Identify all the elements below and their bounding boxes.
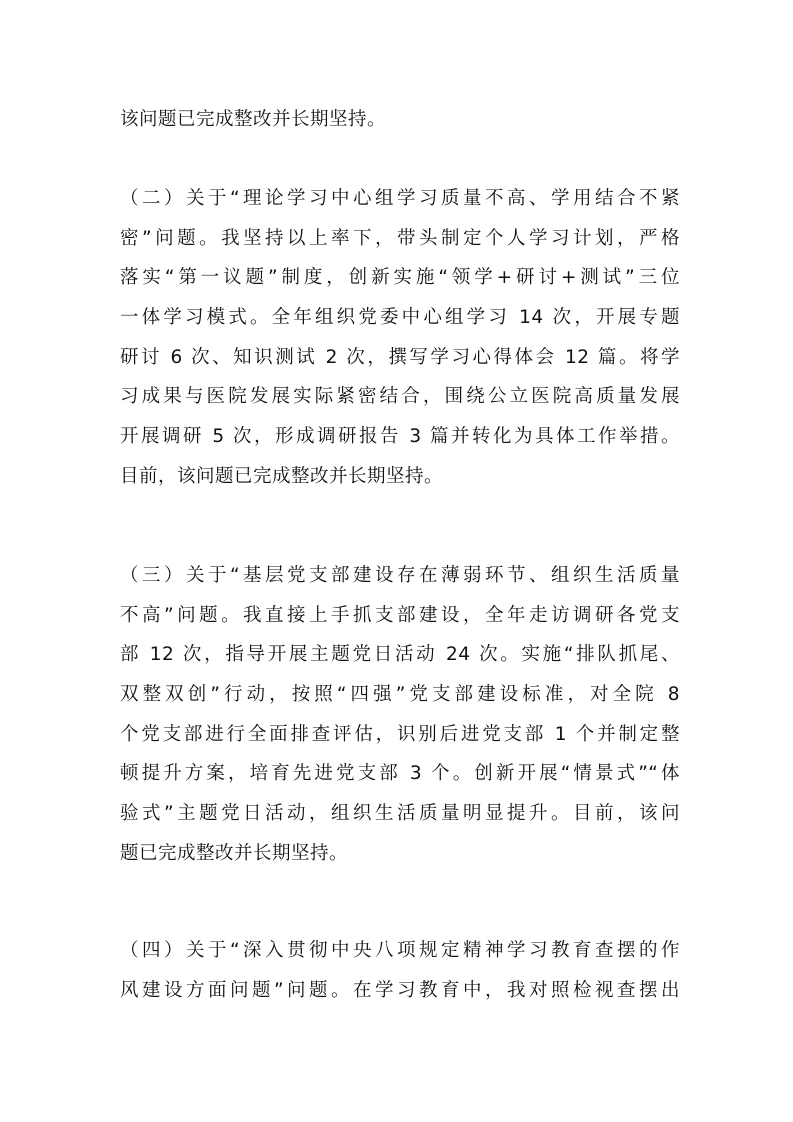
text-line: 该问题已完成整改并长期坚持。 [120, 109, 387, 130]
text-line: 研讨 6 次、知识测试 2 次，撰写学习心得体会 12 篇。将学 [120, 346, 680, 368]
text-line: 双整双创”行动，按照“四强”党支部建设标准，对全院 8 [120, 684, 680, 706]
text-line: 一体学习模式。全年组织党委中心组学习 14 次，开展专题 [120, 307, 680, 329]
text-line: 个党支部进行全面排查评估，识别后进党支部 1 个并制定整 [120, 723, 680, 745]
text-line: 题已完成整改并长期坚持。 [120, 842, 349, 864]
text-line: 风建设方面问题”问题。在学习教育中，我对照检视查摆出 [120, 979, 680, 1001]
text-line: （二）关于“理论学习中心组学习质量不高、学用结合不紧 [120, 188, 680, 209]
text-line: （三）关于“基层党支部建设存在薄弱环节、组织生活质量 [120, 565, 680, 586]
text-line: 习成果与医院发展实际紧密结合，围绕公立医院高质量发展 [120, 386, 680, 408]
paragraph-2 [120, 179, 680, 497]
text-line: 落实“第一议题”制度，创新实施“领学+研讨+测试”三位 [120, 267, 680, 289]
paragraph-1 [120, 100, 680, 140]
text-line: 密”问题。我坚持以上率下，带头制定个人学习计划，严格 [120, 227, 680, 249]
text-line: 部 12 次，指导开展主题党日活动 24 次。实施“排队抓尾、 [120, 644, 680, 666]
text-line: （四）关于“深入贯彻中央八项规定精神学习教育查摆的作 [120, 940, 680, 961]
text-line: 开展调研 5 次，形成调研报告 3 篇并转化为具体工作举措。 [120, 426, 680, 448]
text-line: 不高”问题。我直接上手抓支部建设，全年走访调研各党支 [120, 604, 680, 626]
paragraph-4 [120, 931, 680, 1010]
text-line: 顿提升方案，培育先进党支部 3 个。创新开展“情景式”“体 [120, 763, 680, 785]
text-line: 验式”主题党日活动，组织生活质量明显提升。目前，该问 [120, 803, 680, 825]
paragraph-3 [120, 556, 680, 874]
text-line: 目前，该问题已完成整改并长期坚持。 [120, 465, 444, 487]
